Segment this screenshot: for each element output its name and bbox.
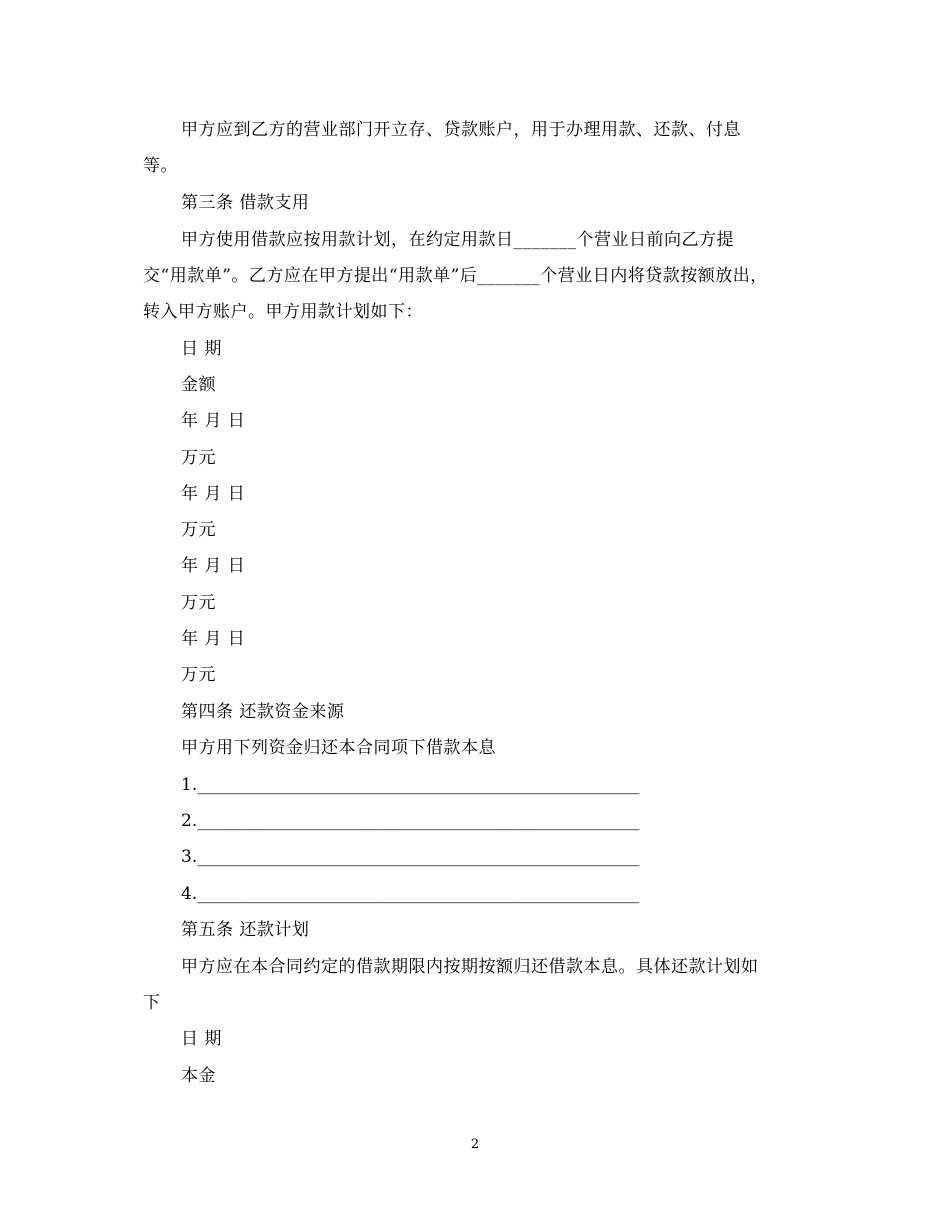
page-number: 2 <box>470 1137 480 1152</box>
schedule-date: 年 月 日 <box>181 484 246 504</box>
paragraph-line: 甲方使用借款应按用款计划，在约定用款日_______个营业日前向乙方提 <box>181 230 734 250</box>
numbered-blank: 3.____________________________________________________ <box>181 847 640 867</box>
paragraph-line: 下 <box>143 993 161 1013</box>
numbered-blank: 4.____________________________________________________ <box>181 884 640 904</box>
paragraph-line: 甲方用下列资金归还本合同项下借款本息 <box>181 738 496 758</box>
schedule-label: 金额 <box>181 375 216 395</box>
section-heading: 第三条 借款支用 <box>181 193 310 213</box>
schedule-amount: 万元 <box>181 593 216 613</box>
paragraph-line: 甲方应在本合同约定的借款期限内按期按额归还借款本息。具体还款计划如 <box>181 957 759 977</box>
schedule-amount: 万元 <box>181 665 216 685</box>
paragraph-line: 转入甲方账户。甲方用款计划如下： <box>143 302 423 322</box>
section-heading: 第五条 还款计划 <box>181 920 310 940</box>
schedule-date: 年 月 日 <box>181 629 246 649</box>
schedule-date: 年 月 日 <box>181 556 246 576</box>
schedule-label: 日 期 <box>181 1029 222 1049</box>
paragraph-line: 等。 <box>143 156 178 176</box>
section-heading: 第四条 还款资金来源 <box>181 702 345 722</box>
schedule-amount: 万元 <box>181 520 216 540</box>
schedule-date: 年 月 日 <box>181 411 246 431</box>
schedule-label: 本金 <box>181 1066 216 1086</box>
schedule-amount: 万元 <box>181 448 216 468</box>
numbered-blank: 2.____________________________________________________ <box>181 811 640 831</box>
numbered-blank: 1.____________________________________________________ <box>181 775 640 795</box>
schedule-label: 日 期 <box>181 339 222 359</box>
paragraph-line: 甲方应到乙方的营业部门开立存、贷款账户，用于办理用款、还款、付息 <box>181 120 741 140</box>
paragraph-line: 交“用款单”。乙方应在甲方提出“用款单”后_______个营业日内将贷款按额放出， <box>143 266 768 286</box>
